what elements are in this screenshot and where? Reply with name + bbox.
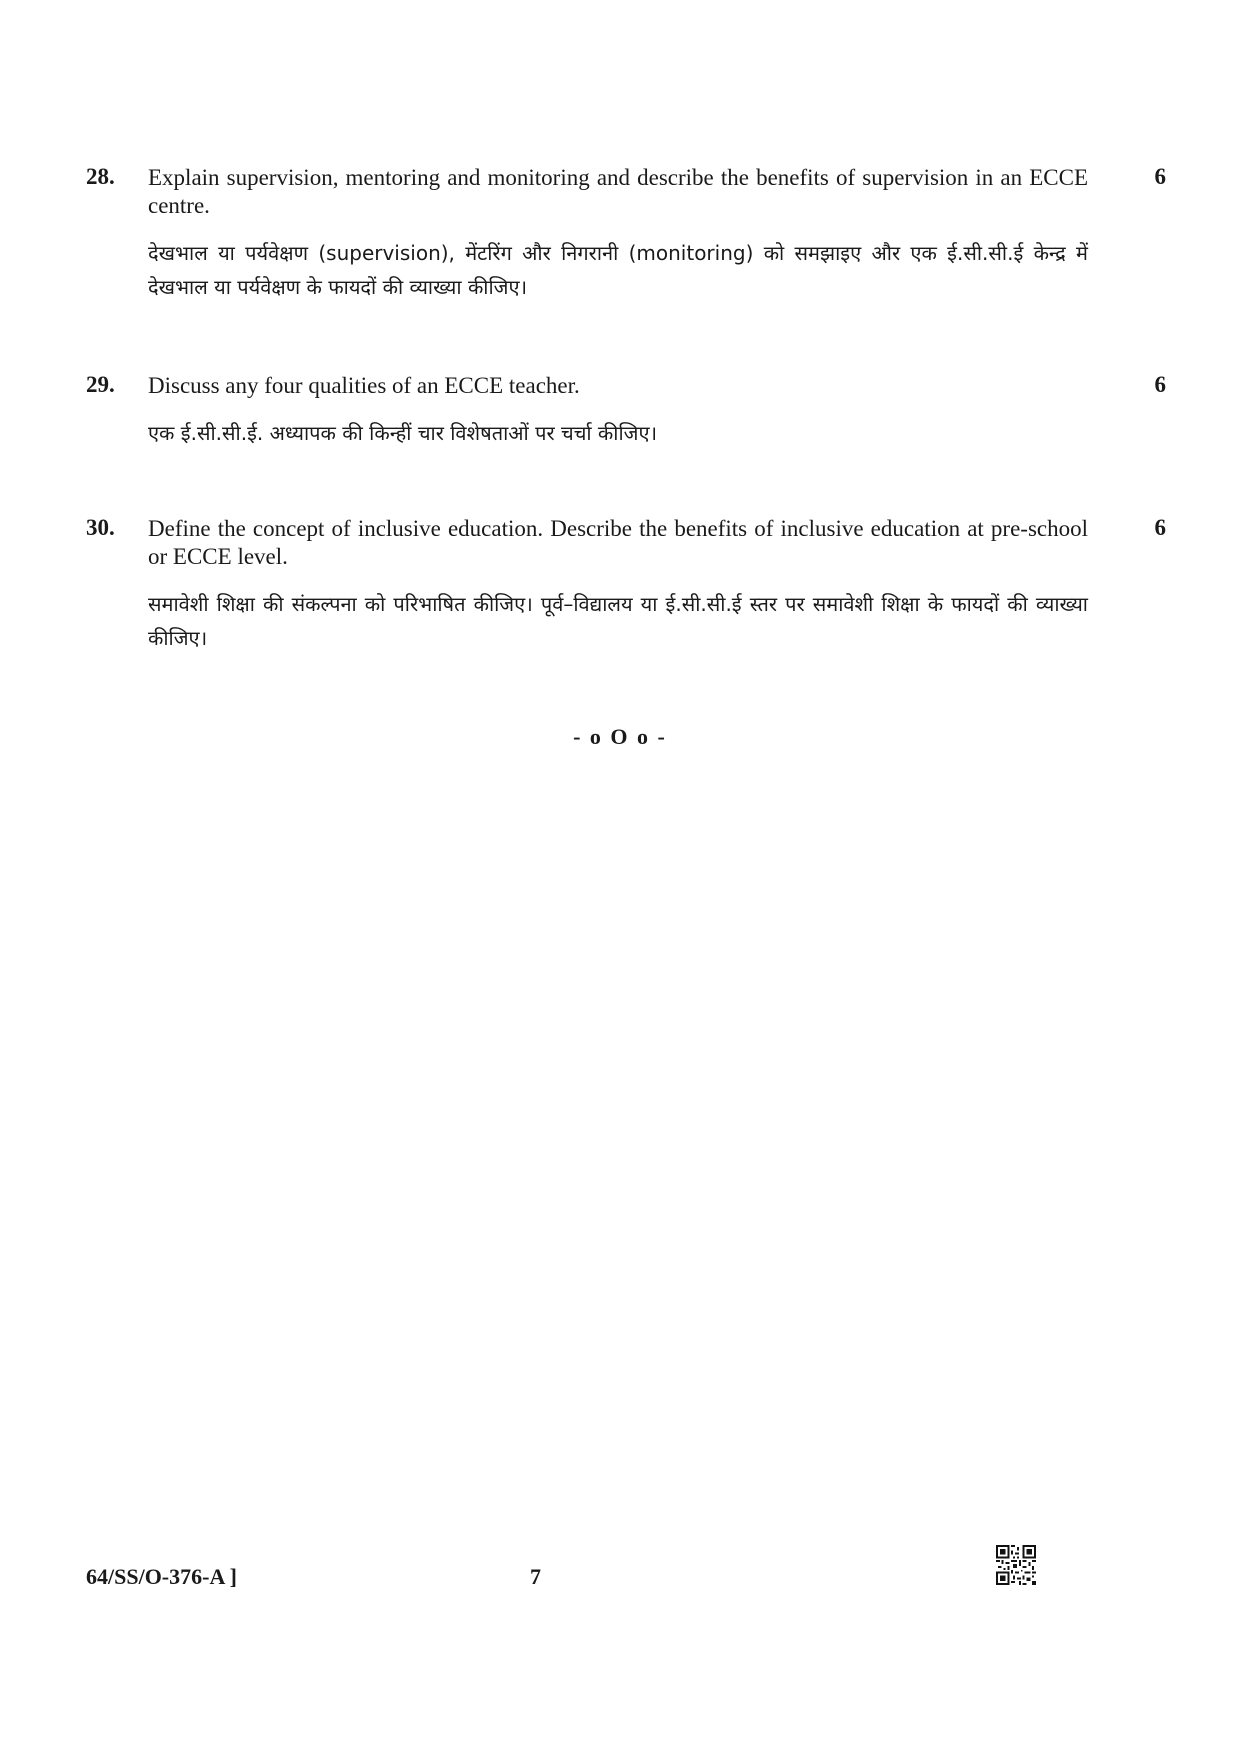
question-number: 29. bbox=[86, 372, 115, 397]
question-marks: 6 bbox=[1154, 515, 1166, 540]
question-number: 28. bbox=[86, 164, 115, 189]
question-text-english: Define the concept of inclusive education. Describe the benefits of inclusive education at pre-school or ECCE level. bbox=[148, 516, 1088, 569]
question-text-hindi: समावेशी शिक्षा की संकल्पना को परिभाषित कीजिए। पूर्व–विद्यालय या ई.सी.सी.ई स्तर पर समावेशी शिक्षा के फायदों की व्याख्या कीजिए। bbox=[148, 592, 1088, 650]
question-text-english: Discuss any four qualities of an ECCE teacher. bbox=[148, 373, 580, 398]
end-of-paper-mark: - o O o - bbox=[573, 724, 667, 749]
page-number: 7 bbox=[530, 1564, 541, 1589]
question-text-hindi: देखभाल या पर्यवेक्षण (supervision), मेंटरिंग और निगरानी (monitoring) को समझाइए और एक ई.सी.सी.ई केन्द्र में देखभाल या पर्यवेक्षण के फायदों की व्याख्या कीजिए। bbox=[148, 241, 1088, 299]
question-text-hindi: एक ई.सी.सी.ई. अध्यापक की किन्हीं चार विशेषताओं पर चर्चा कीजिए। bbox=[148, 421, 658, 445]
question-marks: 6 bbox=[1154, 164, 1166, 189]
question-marks: 6 bbox=[1154, 372, 1166, 397]
qr-code-icon bbox=[996, 1545, 1036, 1585]
question-number: 30. bbox=[86, 515, 115, 540]
paper-code: 64/SS/O-376-A ] bbox=[86, 1564, 237, 1589]
question-text-english: Explain supervision, mentoring and monitoring and describe the benefits of supervision in an ECCE centre. bbox=[148, 165, 1088, 218]
